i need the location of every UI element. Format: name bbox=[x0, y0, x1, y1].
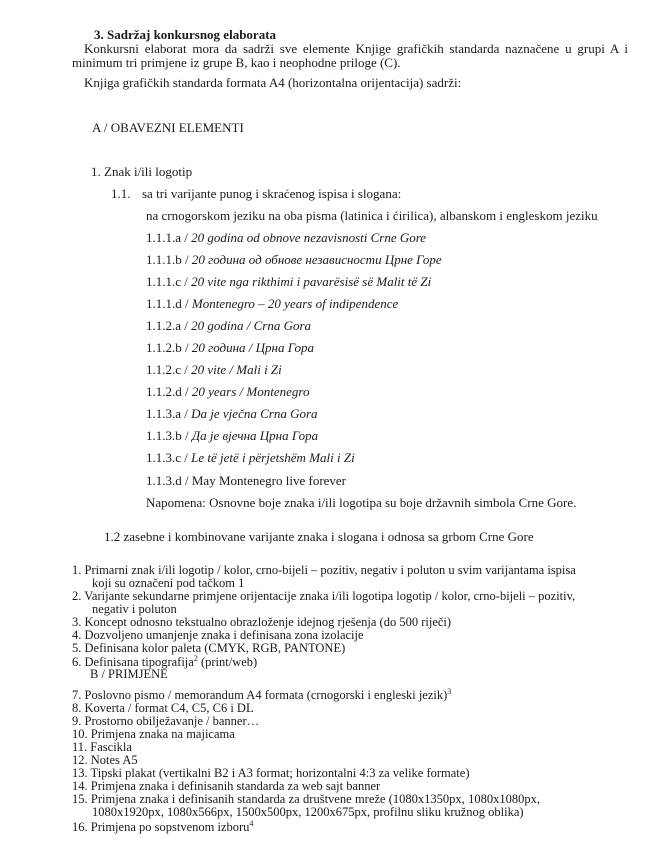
slogan-code: 1.1.2.b / bbox=[146, 340, 192, 355]
slogan-text: 20 years / Montenegro bbox=[191, 384, 310, 399]
list-item-15: 15. Primjena znaka i definisanih standarda za društvene mreže (1080x1350px, 1080x1080px, bbox=[72, 792, 540, 806]
list-item-11: 11. Fascikla bbox=[72, 740, 132, 754]
slogan-code: 1.1.2.a / bbox=[146, 318, 192, 333]
list-item-16 bbox=[72, 818, 254, 834]
slogan-text: 20 godina od obnove nezavisnosti Crne Gore bbox=[191, 230, 427, 245]
slogan-code: 1.1.3.a / bbox=[146, 406, 192, 421]
list-item-7-text: 7. Poslovno pismo / memorandum A4 formata (crnogorski i engleski jezik) bbox=[72, 688, 448, 702]
languages-line: na crnogorskom jeziku na oba pisma (latinica i ćirilica), albanskom i engleskom jeziku bbox=[146, 208, 598, 223]
footnote-ref-4: 4 bbox=[249, 818, 254, 828]
list-item-3: 3. Koncept odnosno tekstualno obrazloženje idejnog rješenja (do 500 riječi) bbox=[72, 615, 452, 629]
list-item-2-cont: negativ i poluton bbox=[92, 602, 177, 616]
slogan-item bbox=[146, 363, 282, 377]
slogan-text: Da je vječna Crna Gora bbox=[191, 406, 318, 421]
slogan-item bbox=[146, 451, 355, 465]
slogan-item bbox=[146, 429, 318, 443]
list-item-6-text: 6. Definisana tipografija bbox=[72, 655, 194, 669]
section-heading: 3. Sadržaj konkursnog elaborata bbox=[94, 27, 277, 42]
list-item-8: 8. Koverta / format C4, C5, C6 i DL bbox=[72, 701, 254, 715]
slogan-code: 1.1.3.c / bbox=[146, 450, 192, 465]
list-item-14: 14. Primjena znaka i definisanih standarda za web sajt banner bbox=[72, 779, 381, 793]
slogan-text: Да је вјечна Црна Гора bbox=[191, 428, 319, 443]
slogan-text: 20 vite nga rikthimi i pavarësisë së Malit të Zi bbox=[191, 274, 432, 289]
slogan-code: 1.1.1.d / bbox=[146, 296, 192, 311]
slogan-code: 1.1.1.a / bbox=[146, 230, 192, 245]
book-intro: Knjiga grafičkih standarda formata A4 (horizontalna orijentacija) sadrži: bbox=[84, 75, 462, 90]
item-1-heading: 1. Znak i/ili logotip bbox=[91, 164, 193, 179]
item-1-1-text: sa tri varijante punog i skraćenog ispisa i slogana: bbox=[142, 186, 402, 201]
footnote-ref-3: 3 bbox=[447, 686, 452, 696]
list-item-2: 2. Varijante sekundarne primjene orijentacije znaka i/ili logotipa logotip / kolor, crno-bijeli – pozitiv, bbox=[72, 589, 576, 603]
footnote-ref-2: 2 bbox=[193, 653, 198, 663]
item-1-2: 1.2 zasebne i kombinovane varijante znaka i slogana i odnosa sa grbom Crne Gore bbox=[104, 529, 534, 544]
slogan-text: 20 година / Црна Гора bbox=[191, 340, 314, 355]
group-b-title: B / PRIMJENE bbox=[90, 667, 168, 681]
list-item-16-text: 16. Primjena po sopstvenom izboru bbox=[72, 820, 250, 834]
list-item-9: 9. Prostorno obilježavanje / banner… bbox=[72, 714, 260, 728]
slogan-item bbox=[146, 385, 309, 399]
note: Napomena: Osnovne boje znaka i/ili logotipa su boje državnih simbola Crne Gore. bbox=[146, 495, 577, 510]
slogan-text: May Montenegro live forever bbox=[191, 473, 347, 488]
list-item-4: 4. Dozvoljeno umanjenje znaka i definisana zona izolacije bbox=[72, 628, 364, 642]
slogan-code: 1.1.2.d / bbox=[146, 384, 192, 399]
slogan-text: Le të jetë i përjetshëm Mali i Zi bbox=[191, 450, 355, 465]
slogan-text: 20 година од обнове независности Црне Горе bbox=[191, 252, 442, 267]
list-item-1-cont: koji su označeni pod tačkom 1 bbox=[92, 576, 245, 590]
slogan-item bbox=[146, 407, 318, 421]
slogan-item bbox=[146, 297, 398, 311]
slogan-code: 1.1.1.b / bbox=[146, 252, 192, 267]
item-1-1-number: 1.1. bbox=[111, 186, 131, 201]
slogan-item bbox=[146, 231, 426, 245]
list-item-13: 13. Tipski plakat (vertikalni B2 i A3 format; horizontalni 4:3 za velike formate) bbox=[72, 766, 470, 780]
list-item-15-cont: 1080x1920px, 1080x566px, 1500x500px, 1200x675px, profilnu sliku kružnog oblika) bbox=[92, 805, 524, 819]
intro-line-1: Konkursni elaborat mora da sadrži sve elemente Knjige grafičkih standarda naznačene u grupi A i bbox=[84, 41, 628, 56]
slogan-item bbox=[146, 253, 442, 267]
slogan-code: 1.1.2.c / bbox=[146, 362, 192, 377]
intro-line-2: minimum tri primjene iz grupe B, kao i neophodne priloge (C). bbox=[72, 55, 401, 70]
slogan-item bbox=[146, 474, 346, 488]
group-a-title: A / OBAVEZNI ELEMENTI bbox=[92, 120, 244, 135]
list-item-12: 12. Notes A5 bbox=[72, 753, 138, 767]
slogan-code: 1.1.3.d / bbox=[146, 473, 192, 488]
slogan-item bbox=[146, 275, 431, 289]
slogan-code: 1.1.3.b / bbox=[146, 428, 192, 443]
slogan-item bbox=[146, 319, 311, 333]
slogan-text: 20 godina / Crna Gora bbox=[191, 318, 312, 333]
slogan-text: 20 vite / Mali i Zi bbox=[191, 362, 282, 377]
list-item-6-tail: (print/web) bbox=[197, 655, 258, 669]
slogan-code: 1.1.1.c / bbox=[146, 274, 192, 289]
list-item-1: 1. Primarni znak i/ili logotip / kolor, crno-bijeli – pozitiv, negativ i poluton u svim varijantama ispisa bbox=[72, 563, 576, 577]
list-item-5: 5. Definisana kolor paleta (CMYK, RGB, PANTONE) bbox=[72, 641, 346, 655]
slogan-item bbox=[146, 341, 314, 355]
list-item-10: 10. Primjena znaka na majicama bbox=[72, 727, 235, 741]
slogan-text: Montenegro – 20 years of indipendence bbox=[191, 296, 399, 311]
